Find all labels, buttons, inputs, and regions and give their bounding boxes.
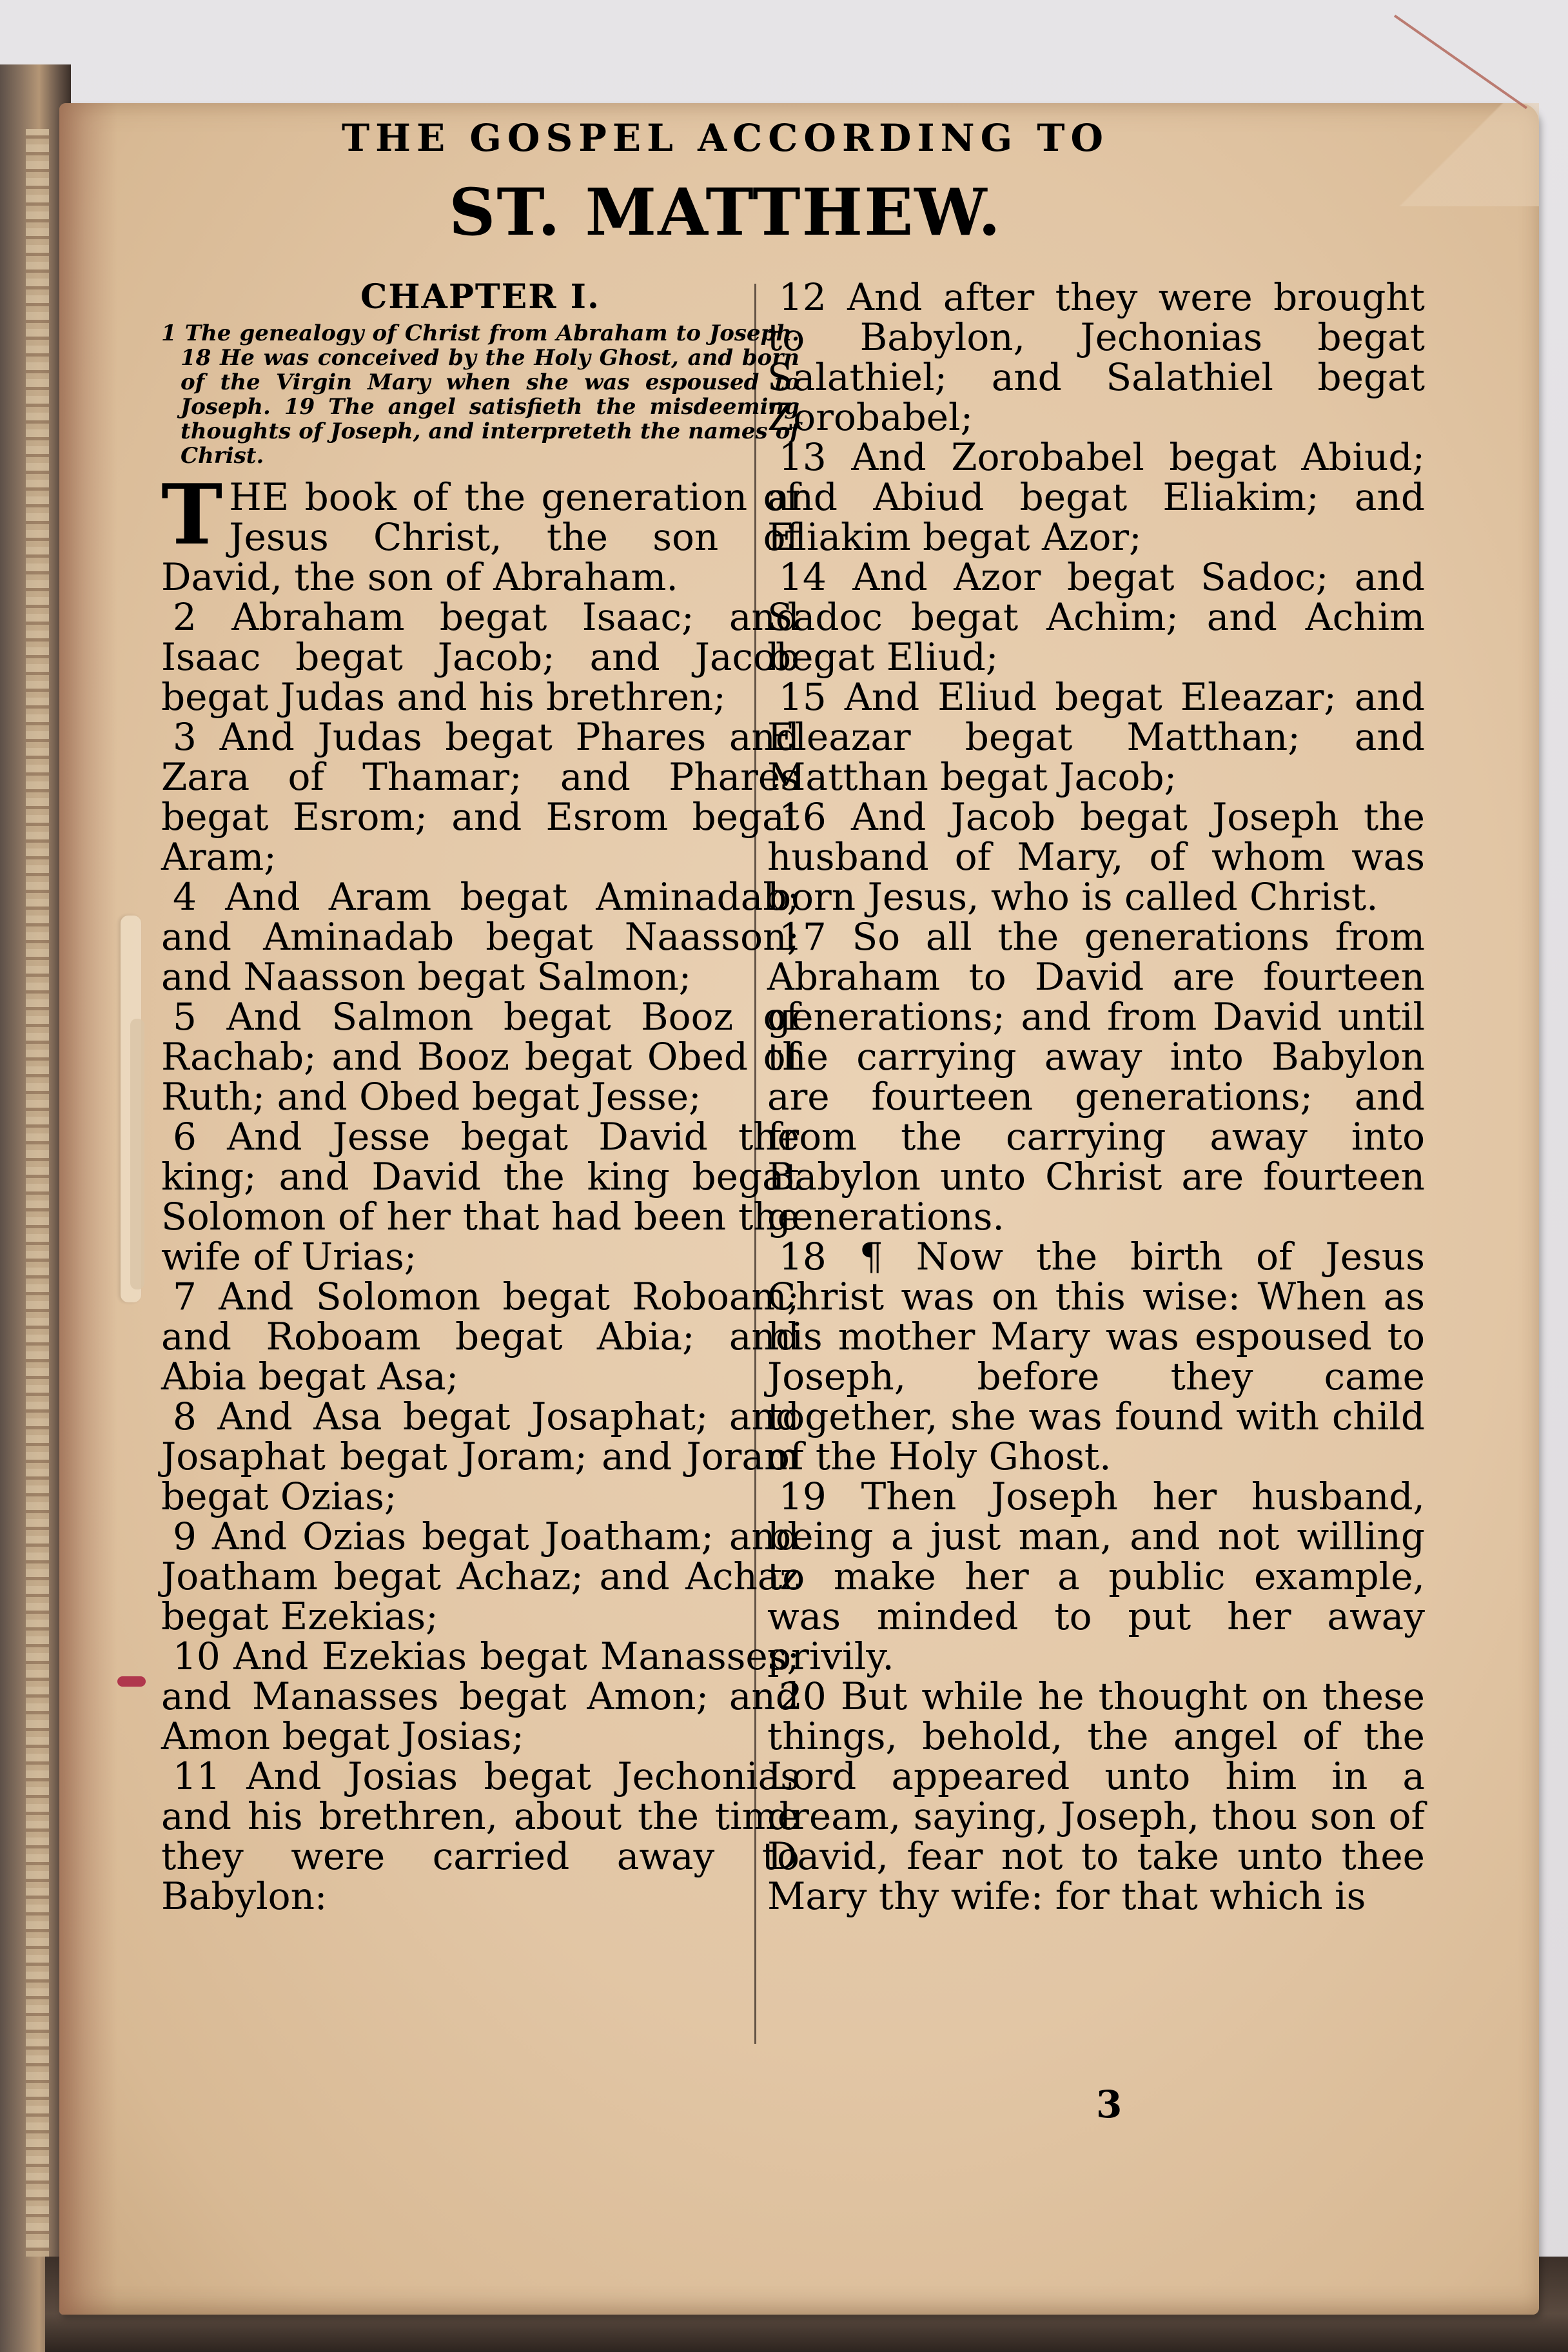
- right-column: [767, 277, 1425, 1916]
- verse-1: [161, 467, 799, 599]
- verse: 17 So all the generations from Abraham to David are fourteen generations; and from David until the carrying away into Babylon are fourteen generations; and from the carrying away into Babylon unto Christ are fourteen generations.: [767, 915, 1425, 1239]
- verse: 12 And after they were brought to Babylon, Jechonias begat Salathiel; and Salathiel begat Zorobabel;: [767, 275, 1425, 439]
- verse: 5 And Salmon begat Booz of Rachab; and Booz begat Obed of Ruth; and Obed begat Jesse;: [161, 995, 799, 1119]
- verse: 19 Then Joseph her husband, being a just man, and not willing to make her a public example, was minded to put her away privily.: [767, 1475, 1425, 1678]
- verse: 14 And Azor begat Sadoc; and Sadoc begat Achim; and Achim begat Eliud;: [767, 555, 1425, 679]
- spine-page-edges: [26, 129, 49, 2257]
- verse: 10 And Ezekias begat Manasses; and Manasses begat Amon; and Amon begat Josias;: [161, 1634, 799, 1758]
- chapter-summary: 1 The genealogy of Christ from Abraham to Joseph. 18 He was conceived by the Holy Ghost, and born of the Virgin Mary when she was espoused to Joseph. 19 The angel satisfieth the misdeeming thoughts of Joseph, and interpreteth the names of Christ.: [161, 320, 799, 469]
- page-number: 3: [1096, 2082, 1122, 2126]
- book-title: ST. MATTHEW.: [449, 174, 1002, 250]
- verse: 3 And Judas begat Phares and Zara of Thamar; and Phares begat Esrom; and Esrom begat Aram;: [161, 715, 799, 879]
- running-title: THE GOSPEL ACCORDING TO: [342, 116, 1109, 160]
- verse: 15 And Eliud begat Eleazar; and Eleazar begat Matthan; and Matthan begat Jacob;: [767, 675, 1425, 799]
- verse: 8 And Asa begat Josaphat; and Josaphat begat Joram; and Joram begat Ozias;: [161, 1395, 799, 1518]
- gutter-stain: [59, 103, 117, 2315]
- verse: 16 And Jacob begat Joseph the husband of Mary, of whom was born Jesus, who is called Christ.: [767, 795, 1425, 919]
- verse: 7 And Solomon begat Roboam; and Roboam begat Abia; and Abia begat Asa;: [161, 1275, 799, 1398]
- verse: 20 But while he thought on these things, behold, the angel of the Lord appeared unto him in a dream, saying, Joseph, thou son of David, fear not to take unto thee Mary thy wife: for that which is: [767, 1674, 1425, 1918]
- verse-1-text: HE book of the generation of Jesus Christ, the son of David, the son of Abraham.: [161, 475, 799, 599]
- verse: 2 Abraham begat Isaac; and Isaac begat Jacob; and Jacob begat Judas and his brethren;: [161, 595, 799, 719]
- verse: 9 And Ozias begat Joatham; and Joatham begat Achaz; and Achaz begat Ezekias;: [161, 1514, 799, 1638]
- chapter-heading: CHAPTER I.: [360, 277, 601, 317]
- page-tear-shadow: [130, 1019, 144, 1289]
- left-column: [161, 277, 799, 1916]
- verse: 11 And Josias begat Jechonias and his brethren, about the time they were carried away to Babylon:: [161, 1754, 799, 1918]
- ribbon-bookmark: [117, 1676, 146, 1687]
- verse: 6 And Jesse begat David the king; and David the king begat Solomon of her that had been the wife of Urias;: [161, 1115, 799, 1279]
- verse: 18 ¶ Now the birth of Jesus Christ was on this wise: When as his mother Mary was espoused to Joseph, before they came together, she was found with child of the Holy Ghost.: [767, 1235, 1425, 1478]
- verse: 4 And Aram begat Aminadab; and Aminadab begat Naasson; and Naasson begat Salmon;: [161, 875, 799, 999]
- corner-fold: [1371, 103, 1539, 206]
- verse: 13 And Zorobabel begat Abiud; and Abiud begat Eliakim; and Eliakim begat Azor;: [767, 435, 1425, 559]
- drop-cap: T: [161, 467, 223, 564]
